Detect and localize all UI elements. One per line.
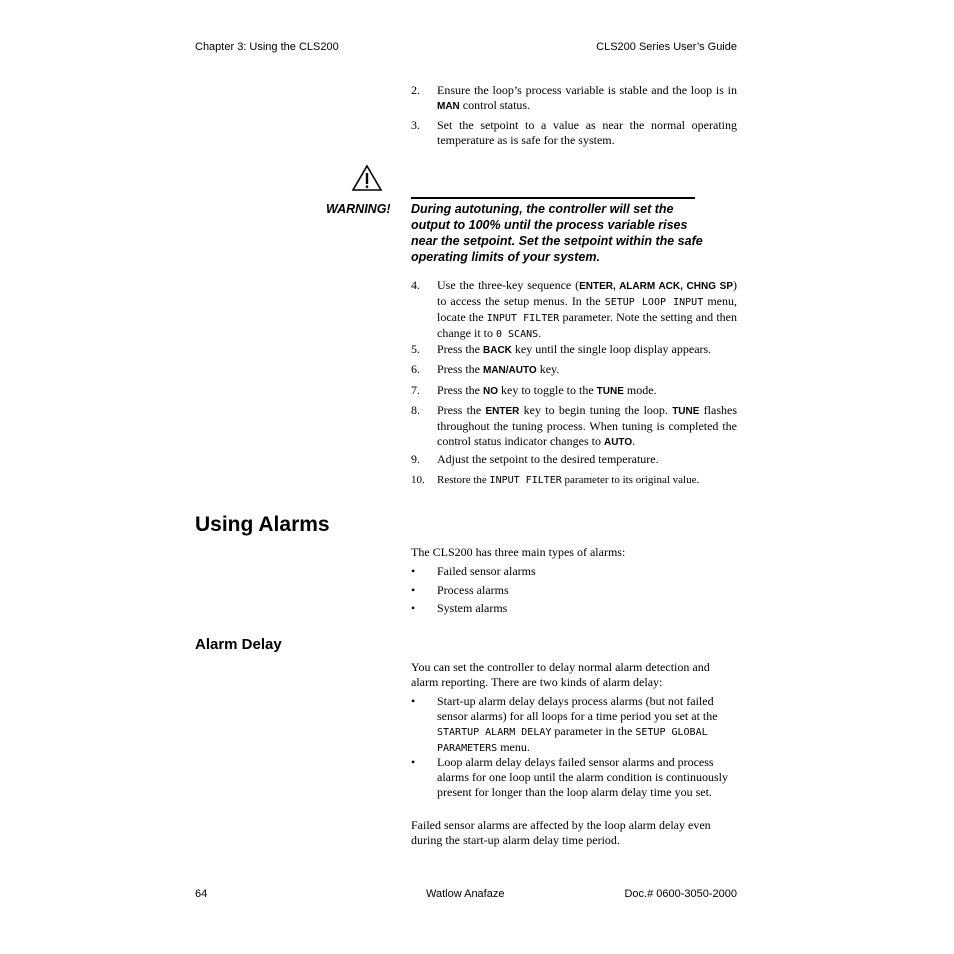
list-item: • Loop alarm delay delays failed sensor alarms and process alarms for one loop until the alarm condition is continuously present for longer than the loop alarm delay time you set. [411,755,728,799]
list-item: 4. Use the three-key sequence (ENTER, ALARM ACK, CHNG SP) to access the setup menus. In the SETUP LOOP INPUT menu, locate the INPUT FILTER parameter. Note the setting and then change it to 0 SCANS. [411,278,738,340]
alarms-intro: The CLS200 has three main types of alarms: [411,545,626,559]
footer-doc-number: Doc.# 0600-3050-2000 [624,888,737,900]
section-heading: Using Alarms [195,513,330,536]
list-item: 6. Press the MAN/AUTO key. [411,362,560,376]
list-item: 7. Press the NO key to toggle to the TUNE mode. [411,383,657,397]
warning-label: WARNING! [326,202,391,216]
list-item: 9. Adjust the setpoint to the desired temperature. [411,452,659,466]
header-chapter: Chapter 3: Using the CLS200 [195,41,339,53]
list-item: 8. Press the ENTER key to begin tuning the loop. TUNE flashes throughout the tuning process. When tuning is completed the control status indicator changes to AUTO. [411,403,737,448]
footer-publisher: Watlow Anafaze [426,888,505,900]
list-item: • Start-up alarm delay delays process alarms (but not failed sensor alarms) for all loops for a time period you set at the STARTUP ALARM DELAY parameter in the SETUP GLOBAL PARAMETERS menu. [411,694,718,754]
delay-intro: You can set the controller to delay normal alarm detection and alarm reporting. There are two kinds of alarm delay: [411,660,710,689]
list-item: 2. Ensure the loop’s process variable is stable and the loop is in MAN control status. [411,83,737,112]
warning-triangle-icon [351,164,383,192]
page-number: 64 [195,888,208,900]
list-item: 10. Restore the INPUT FILTER parameter to its original value. [411,474,700,486]
list-item: • Process alarms [411,583,509,597]
header-guide-title: CLS200 Series User’s Guide [596,41,737,53]
list-item: • Failed sensor alarms [411,564,536,578]
list-item: • System alarms [411,601,508,615]
list-item: 5. Press the BACK key until the single loop display appears. [411,342,712,356]
delay-closing: Failed sensor alarms are affected by the loop alarm delay even during the start-up alarm delay time period. [411,818,711,847]
warning-rule [411,197,695,199]
list-item: 3. Set the setpoint to a value as near the normal operating temperature as is safe for the system. [411,118,737,147]
warning-text: During autotuning, the controller will set the output to 100% until the process variable rises near the setpoint. Set the setpoint within the safe operating limits of your system. [411,202,703,264]
subsection-heading: Alarm Delay [195,636,282,653]
